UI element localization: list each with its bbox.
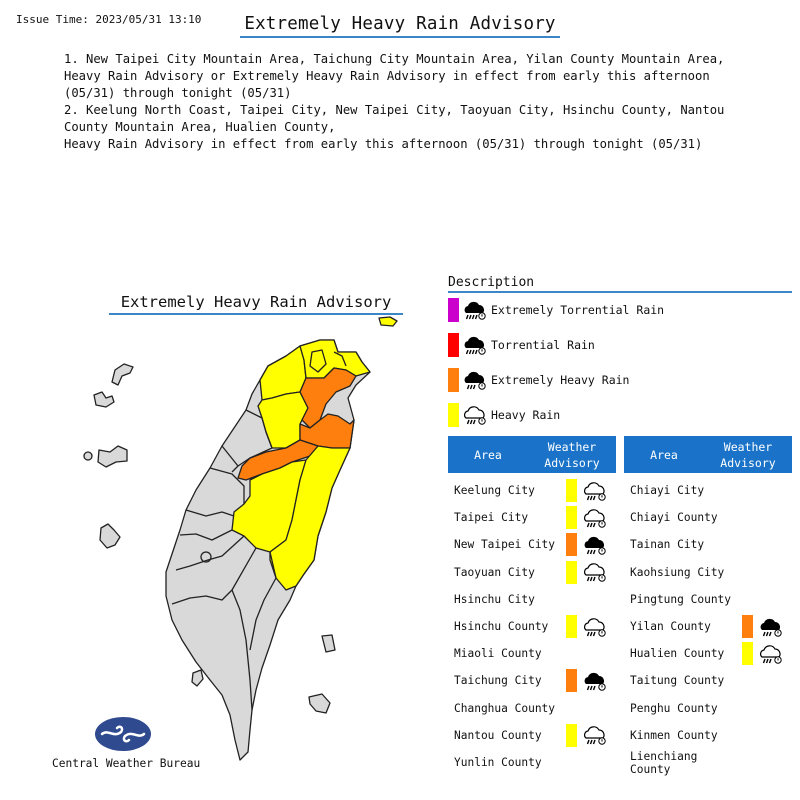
table-row [624,531,742,558]
summary-line: 1. New Taipei City Mountain Area, Taichung City Mountain Area, Yilan County Mountain Area, [64,52,725,66]
advisory-swatch [566,506,577,529]
legend-label: Extremely Torrential Rain [491,303,665,317]
region-lienchiang-island [379,317,397,326]
cloud-filled-rain-icon [582,669,608,693]
table-row [448,531,608,558]
area-name: Pingtung County [630,592,732,606]
legend-item-torrential [448,333,595,357]
area-name: Yunlin County [454,756,542,769]
area-name: Hsinchu County [454,620,549,633]
region-island-2 [94,392,114,407]
summary-line: (05/31) through tonight (05/31) [64,86,292,100]
legend-item-heavy [448,403,560,427]
table-row [624,613,784,640]
table-row [448,695,566,722]
advisory-swatch [566,615,577,638]
summary-line: Heavy Rain Advisory or Extremely Heavy Rain Advisory in effect from early this afternoon [64,69,710,83]
area-name: Taichung City [454,674,542,688]
table-row [448,477,608,504]
summary-line: Heavy Rain Advisory in effect from early this afternoon (05/31) through tonight (05/31) [64,137,703,151]
area-name: Taitung County [630,674,725,688]
cloud-outline-rain-icon [582,615,608,639]
table-row [624,722,742,749]
table-row [624,667,742,694]
legend-label: Heavy Rain [491,408,561,422]
advisory-cell [566,560,608,584]
area-name: Tainan City [630,538,705,552]
legend-item-extremely-heavy [448,368,629,392]
area-name: Keelung City [454,484,535,497]
region-orchid-island [309,694,330,713]
legend-label: Extremely Heavy Rain [491,373,630,387]
column-header-area: Area [474,447,502,462]
summary-line: 2. Keelung North Coast, Taipei City, New Taipei City, Taoyuan City, Hsinchu County, Nantou [64,103,725,117]
column-header-advisory-line2: Advisory [544,455,600,470]
area-name: Kinmen County [630,728,718,742]
area-name: Hsinchu City [454,592,535,606]
area-name: Hualien County [630,647,725,661]
table-row [624,695,742,722]
table-header-right [624,436,792,473]
cloud-filled-rain-icon [462,333,488,357]
legend-item-extremely-torrential [448,298,664,322]
advisory-cell [566,615,608,639]
advisory-cell [566,669,608,693]
map-title: Extremely Heavy Rain Advisory [109,293,403,315]
legend-swatch [448,298,459,322]
legend-label: Torrential Rain [491,338,595,352]
area-name: Chiayi City [630,484,705,497]
area-name: Changhua County [454,701,556,715]
area-name: Taipei City [454,511,529,525]
cloud-filled-heavy-rain-icon [462,298,488,322]
column-header-advisory [704,439,792,471]
cloud-outline-rain-icon [582,479,608,503]
area-name: Kaohsiung City [630,565,725,579]
description-title: Description [448,275,792,293]
advisory-swatch [566,533,577,556]
cloud-outline-rain-icon [462,403,488,427]
cloud-filled-rain-icon [758,615,784,639]
area-name: New Taipei City [454,538,556,552]
area-name: Taoyuan City [454,565,535,579]
table-row [448,749,566,776]
region-penghu [192,670,203,686]
advisory-cell [566,723,608,747]
advisory-swatch [566,561,577,584]
issue-time: Issue Time: 2023/05/31 13:10 [16,13,202,26]
area-name: Penghu County [630,701,718,715]
area-name: Chiayi County [630,511,718,525]
column-header-advisory-line2: Advisory [720,455,776,470]
legend-swatch [448,368,459,392]
summary-line: County Mountain Area, Hualien County, [64,120,336,134]
area-name: Yilan County [630,620,711,633]
advisory-cell [742,615,784,639]
column-header-advisory-line1: Weather [547,439,597,454]
cloud-filled-rain-icon [582,533,608,557]
table-row [448,613,608,640]
advisory-swatch [566,669,577,692]
advisory-swatch [566,724,577,747]
cloud-outline-rain-icon [582,560,608,584]
advisory-cell [566,533,608,557]
column-header-area: Area [650,447,678,462]
legend-swatch [448,403,459,427]
table-row [624,559,742,586]
region-island-1 [112,364,133,385]
table-row [448,667,608,694]
area-name: Miaoli County [454,647,542,661]
cwb-logo-icon [94,716,152,752]
region-green-island [322,635,335,652]
table-row [624,504,742,531]
advisory-swatch [742,615,753,638]
cloud-outline-rain-icon [758,642,784,666]
table-header-left [448,436,616,473]
table-row [624,477,742,504]
cloud-outline-rain-icon [582,723,608,747]
column-header-advisory-line1: Weather [723,439,773,454]
table-row [448,722,608,749]
advisory-swatch [566,479,577,502]
column-header-advisory [528,439,616,471]
table-row [624,586,742,613]
table-row [448,586,566,613]
legend-swatch [448,333,459,357]
advisory-cell [566,479,608,503]
cloud-filled-rain-icon [462,368,488,392]
table-row [448,559,608,586]
advisory-cell [566,506,608,530]
table-row [624,640,784,667]
advisory-swatch [742,642,753,665]
advisory-cell [742,642,784,666]
area-name: Lienchiang County [630,749,698,776]
region-island-5 [100,524,120,548]
region-island-3 [98,446,127,467]
table-row [448,504,608,531]
table-row [448,640,566,667]
cwb-label: Central Weather Bureau [52,757,201,770]
page-title: Extremely Heavy Rain Advisory [240,14,560,38]
table-row [624,749,742,776]
region-island-4 [84,452,92,460]
area-name: Nantou County [454,728,542,742]
cloud-outline-rain-icon [582,506,608,530]
